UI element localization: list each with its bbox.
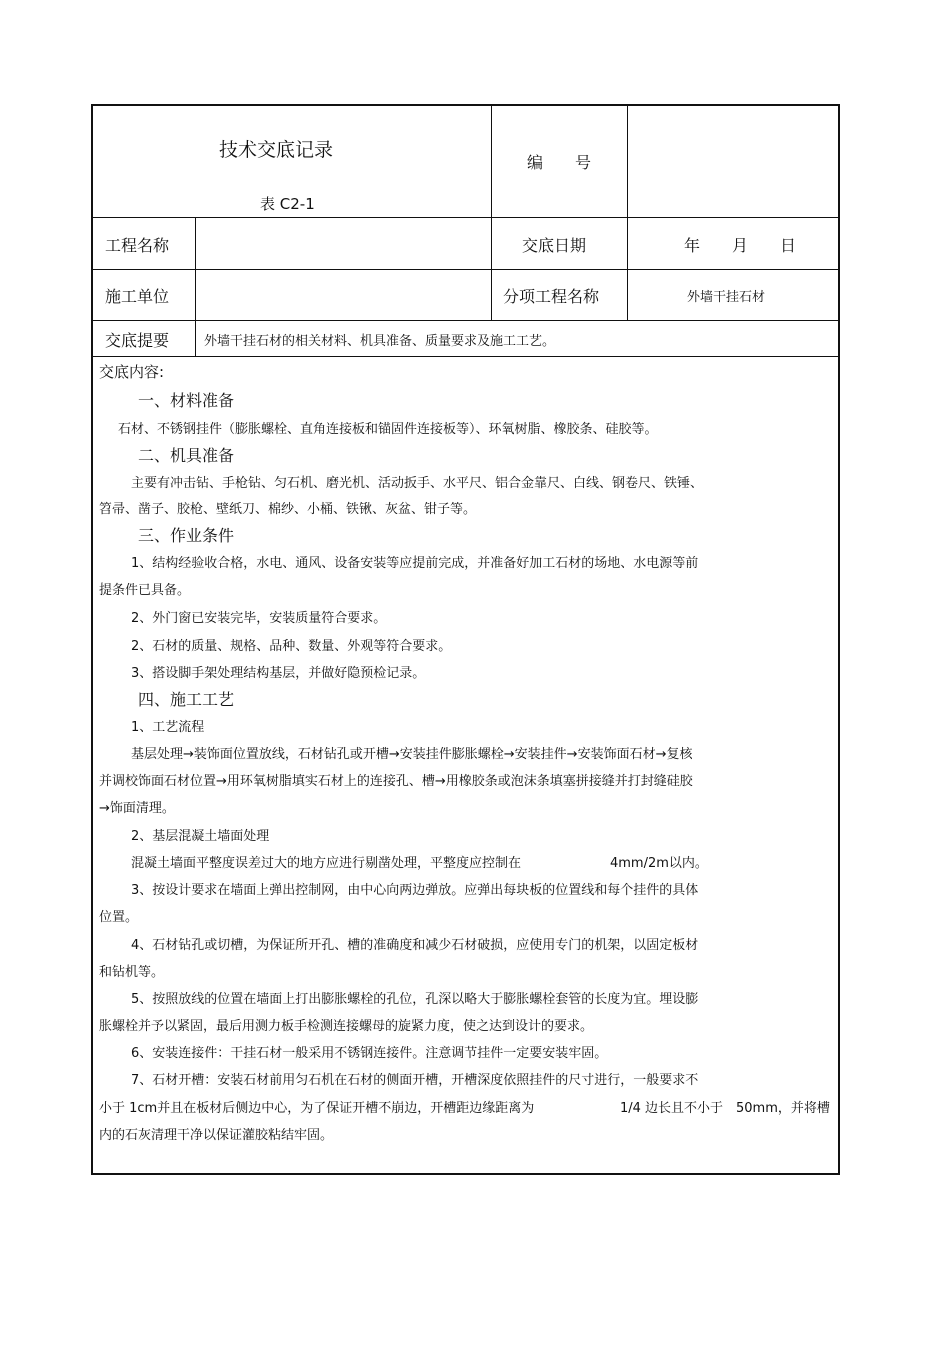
section-2-text-line-2: 笤帚、凿子、胶枪、壁纸刀、棉纱、小桶、铁锹、灰盆、钳子等。 — [99, 502, 477, 517]
summary-label: 交底提要 — [105, 331, 170, 350]
section-4-item-5-line-1: 5、按照放线的位置在墙面上打出膨胀螺栓的孔位，孔深以略大于膨胀螺栓套管的长度为宜。埋设膨 — [131, 992, 699, 1007]
section-4-item-7-line-2b: 1/4 边长且不小于 — [620, 1101, 724, 1116]
row-divider-project — [92, 269, 839, 270]
section-3-item-3: 2、石材的质量、规格、品种、数量、外观等符合要求。 — [131, 639, 452, 654]
section-4-item-4-line-1: 4、石材钻孔或切槽，为保证所开孔、槽的准确度和减少石材破损，应使用专门的机架，以固定板材 — [131, 938, 699, 953]
project-name-label: 工程名称 — [105, 236, 170, 255]
row-divider-unit — [92, 320, 839, 321]
section-4-item-3-line-1: 3、按设计要求在墙面上弹出控制网，由中心向两边弹放。应弹出每块板的位置线和每个挂件的具体 — [131, 883, 699, 898]
section-3-item-4: 3、搭设脚手架处理结构基层，并做好隐预检记录。 — [131, 666, 426, 681]
section-4-item-1: 1、工艺流程 — [131, 720, 205, 735]
row-divider-header — [92, 217, 839, 218]
section-2-text-line-1: 主要有冲击钻、手枪钻、匀石机、磨光机、活动扳手、水平尺、铝合金靠尺、白线、钢卷尺、铁锤、 — [131, 476, 704, 491]
row-divider-summary — [92, 356, 839, 357]
col-divider-mid — [491, 105, 492, 321]
form-code: 表 C2-1 — [260, 195, 315, 213]
process-flow-line-3: →饰面清理。 — [99, 801, 175, 816]
section-4-item-7-line-2c: 50mm，并将槽 — [736, 1101, 830, 1116]
section-1-title: 一、材料准备 — [138, 391, 235, 410]
process-flow-line-2: 并调校饰面石材位置→用环氧树脂填实石材上的连接孔、槽→用橡胶条或泡沫条填塞拼接缝并打封缝硅胶 — [99, 774, 693, 789]
summary-value[interactable]: 外墙干挂石材的相关材料、机具准备、质量要求及施工工艺。 — [204, 334, 556, 349]
unit-label: 施工单位 — [105, 287, 170, 306]
section-3-item-2: 2、外门窗已安装完毕，安装质量符合要求。 — [131, 611, 387, 626]
section-4-item-7-line-1: 7、石材开槽：安装石材前用匀石机在石材的侧面开槽，开槽深度依照挂件的尺寸进行，一般要求不 — [131, 1073, 699, 1088]
section-4-item-6: 6、安装连接件：干挂石材一般采用不锈钢连接件。注意调节挂件一定要安装牢固。 — [131, 1046, 608, 1061]
section-4-item-7-line-2a: 小于 1cm并且在板材后侧边中心，为了保证开槽不崩边，开槽距边缘距离为 — [99, 1101, 535, 1116]
date-value[interactable]: 年 月 日 — [684, 236, 797, 255]
section-3-item-1-line-2: 提条件已具备。 — [99, 583, 191, 598]
col-divider-right — [627, 105, 628, 321]
section-4-item-2: 2、基层混凝土墙面处理 — [131, 829, 270, 844]
sub-project-label: 分项工程名称 — [503, 287, 600, 306]
base-treatment-text: 混凝土墙面平整度误差过大的地方应进行剔凿处理，平整度应控制在 — [131, 856, 522, 871]
process-flow-line-1: 基层处理→装饰面位置放线，石材钻孔或开槽→安装挂件膨胀螺栓→安装挂件→安装饰面石材→复核 — [131, 747, 693, 762]
section-2-title: 二、机具准备 — [138, 446, 235, 465]
section-3-title: 三、作业条件 — [138, 526, 235, 545]
section-4-item-4-line-2: 和钻机等。 — [99, 965, 165, 980]
section-4-item-3-line-2: 位置。 — [99, 910, 139, 925]
base-treatment-tolerance: 4mm/2m以内。 — [610, 856, 708, 871]
section-4-title: 四、施工工艺 — [138, 690, 235, 709]
content-heading: 交底内容: — [99, 363, 165, 381]
section-3-item-1-line-1: 1、结构经验收合格，水电、通风、设备安装等应提前完成，并准备好加工石材的场地、水电源等前 — [131, 556, 699, 571]
col-divider-label — [195, 218, 196, 357]
date-label: 交底日期 — [522, 236, 587, 255]
section-4-item-7-line-3: 内的石灰清理干净以保证灌胶粘结牢固。 — [99, 1128, 334, 1143]
sub-project-value[interactable]: 外墙干挂石材 — [687, 290, 766, 305]
section-4-item-5-line-2: 胀螺栓并予以紧固，最后用测力板手检测连接螺母的旋紧力度，使之达到设计的要求。 — [99, 1019, 594, 1034]
section-1-text: 石材、不锈钢挂件（膨胀螺栓、直角连接板和锚固件连接板等）、环氧树脂、橡胶条、硅胶等。 — [118, 422, 658, 437]
form-title: 技术交底记录 — [219, 139, 334, 161]
number-label: 编 号 — [527, 153, 592, 172]
